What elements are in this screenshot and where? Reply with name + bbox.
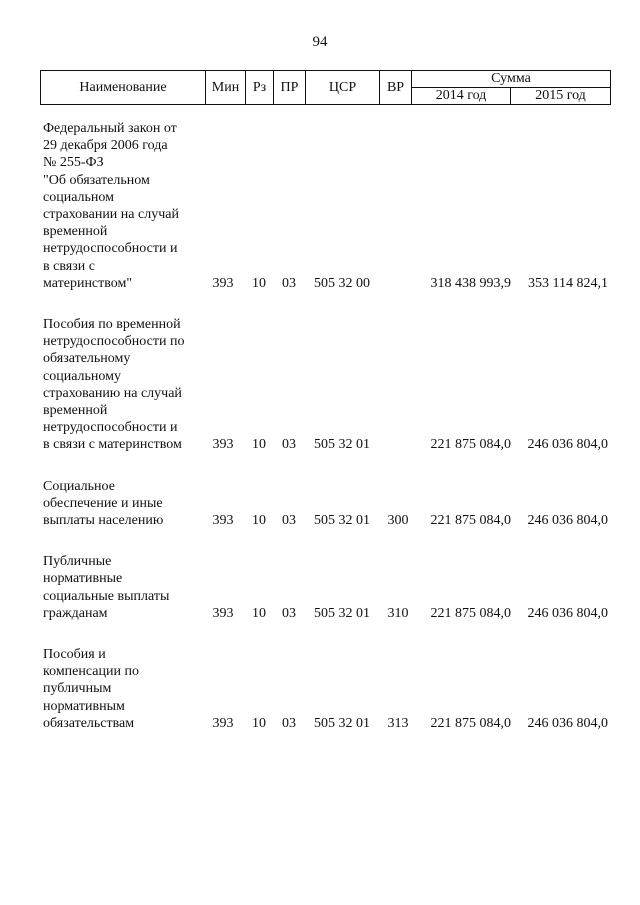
row-name-line: обязательствам: [43, 715, 135, 731]
row-sum-2014: 221 875 084,0: [430, 437, 511, 453]
row-rz: 10: [252, 437, 266, 453]
row-name-line: временной: [43, 403, 108, 419]
header-pr: ПР: [274, 71, 306, 105]
table-header: [40, 70, 611, 105]
row-name-line: социальном: [43, 189, 114, 205]
header-vr: ВР: [380, 71, 412, 105]
row-pr: 03: [282, 437, 296, 453]
row-sum-2014: 221 875 084,0: [430, 715, 511, 731]
row-rz: 10: [252, 275, 266, 291]
row-name: [40, 120, 203, 292]
header-name: Наименование: [41, 71, 206, 105]
row-sum-2015: 246 036 804,0: [527, 437, 608, 453]
row-sum-2015: 246 036 804,0: [527, 605, 608, 621]
header-rz: Рз: [246, 71, 274, 105]
row-name-line: материнством": [43, 275, 133, 291]
header-year-2015: 2015 год: [511, 88, 611, 105]
row-name-line: страховании на случай: [43, 207, 179, 223]
row-name-line: Пособия и: [43, 647, 106, 663]
row-name: [40, 553, 203, 622]
row-name-line: нетрудоспособности и: [43, 420, 178, 436]
row-min: 393: [212, 513, 234, 529]
row-name-line: Федеральный закон от: [43, 121, 177, 136]
header-min: Мин: [206, 71, 246, 105]
row-name-line: Публичные: [43, 554, 112, 570]
row-name-line: нетрудоспособности и: [43, 241, 178, 257]
table-row: [40, 316, 610, 454]
row-name: [40, 478, 203, 530]
row-name-line: в связи с: [43, 258, 95, 274]
row-name-line: выплаты населению: [43, 513, 164, 529]
row-min: 393: [212, 715, 234, 731]
row-name-line: компенсации по: [43, 664, 139, 680]
table-row: [40, 478, 610, 530]
row-pr: 03: [282, 605, 296, 621]
row-name: [40, 316, 203, 454]
table-row: [40, 120, 610, 292]
row-sum-2015: 246 036 804,0: [527, 715, 608, 731]
header-year-2014: 2014 год: [412, 88, 511, 105]
row-sum-2014: 221 875 084,0: [430, 605, 511, 621]
header-sum: Сумма: [412, 71, 611, 88]
row-sum-2015: 246 036 804,0: [527, 513, 608, 529]
row-name-line: нормативным: [43, 698, 125, 714]
row-csr: 505 32 01: [314, 605, 370, 621]
row-name-line: обеспечение и иные: [43, 495, 163, 511]
row-name-line: в связи с материнством: [43, 437, 182, 453]
row-csr: 505 32 00: [314, 275, 370, 291]
row-sum-2014: 221 875 084,0: [430, 513, 511, 529]
row-name-line: социальному: [43, 368, 121, 384]
row-min: 393: [212, 437, 234, 453]
row-name-line: 29 декабря 2006 года: [43, 138, 168, 154]
budget-table-body: [40, 120, 610, 732]
row-name-line: Социальное: [43, 478, 115, 494]
row-min: 393: [212, 275, 234, 291]
row-name-line: гражданам: [43, 605, 108, 621]
row-vr: 313: [387, 715, 409, 731]
row-vr: [381, 316, 415, 454]
row-sum-2015: 353 114 824,1: [528, 275, 608, 291]
page-number: 94: [312, 34, 328, 50]
row-name-line: временной: [43, 224, 108, 240]
table-row: [40, 553, 610, 622]
row-sum-2014: 318 438 993,9: [430, 275, 511, 291]
row-name-line: социальные выплаты: [43, 588, 170, 604]
row-name-line: нормативные: [43, 571, 123, 587]
row-min: 393: [212, 605, 234, 621]
row-pr: 03: [282, 275, 296, 291]
row-name-line: публичным: [43, 681, 112, 697]
row-name-line: обязательному: [43, 351, 131, 367]
row-rz: 10: [252, 715, 266, 731]
row-vr: [381, 120, 415, 292]
row-csr: 505 32 01: [314, 715, 370, 731]
row-rz: 10: [252, 605, 266, 621]
row-csr: 505 32 01: [314, 513, 370, 529]
row-pr: 03: [282, 513, 296, 529]
row-pr: 03: [282, 715, 296, 731]
table-row: [40, 646, 610, 732]
row-name-line: нетрудоспособности по: [43, 334, 185, 350]
row-name: [40, 646, 203, 732]
row-name-line: Пособия по временной: [43, 317, 181, 333]
row-name-line: "Об обязательном: [43, 172, 150, 188]
row-name-line: страхованию на случай: [43, 385, 182, 401]
header-csr: ЦСР: [306, 71, 380, 105]
row-name-line: № 255-ФЗ: [43, 155, 104, 171]
row-rz: 10: [252, 513, 266, 529]
row-vr: 310: [387, 605, 409, 621]
row-csr: 505 32 01: [314, 437, 370, 453]
row-vr: 300: [387, 513, 409, 529]
